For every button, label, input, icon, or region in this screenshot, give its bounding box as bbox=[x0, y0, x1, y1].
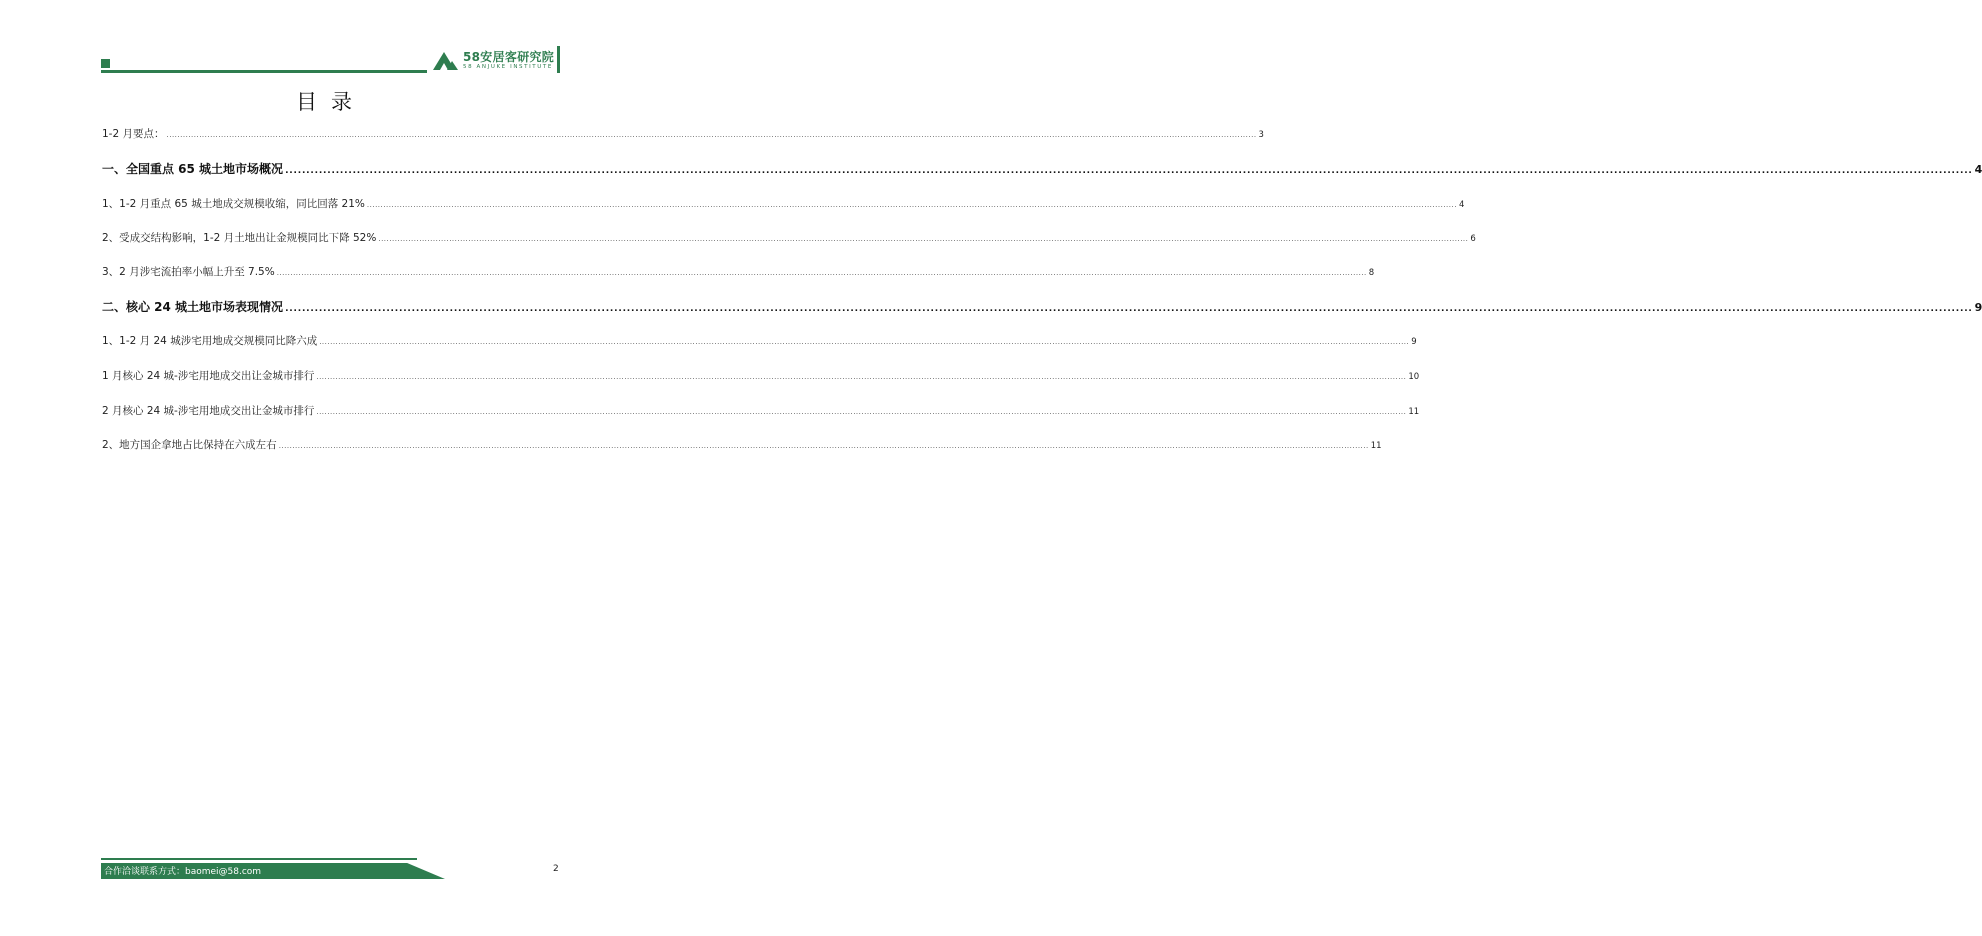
toc-entry[interactable] bbox=[102, 298, 1982, 315]
toc-entry[interactable] bbox=[102, 437, 1382, 452]
footer-contact: 合作洽谈联系方式：baomei@58.com bbox=[104, 867, 262, 877]
toc-entry[interactable] bbox=[102, 230, 1476, 245]
toc-entry-label: 2、受成交结构影响，1-2 月土地出让金规模同比下降 52% bbox=[102, 232, 377, 244]
toc-entry-label: 1、1-2 月 24 城涉宅用地成交规模同比降六成 bbox=[102, 335, 318, 347]
toc-leader-dots: ................................................................................................................................................................................................................................................................................................................................................................................................................ bbox=[285, 304, 1973, 314]
header-vertical-bar bbox=[557, 46, 560, 73]
toc-entry-page: 3 bbox=[1258, 130, 1264, 140]
toc-entry-page: 10 bbox=[1408, 372, 1420, 382]
toc-entry-page: 4 bbox=[1974, 163, 1982, 176]
toc-title: 目录 bbox=[296, 90, 366, 114]
toc-entry-page: 4 bbox=[1458, 200, 1465, 210]
toc-entry[interactable] bbox=[102, 196, 1465, 211]
toc-entry-page: 9 bbox=[1411, 337, 1417, 347]
toc-entry-page: 9 bbox=[1974, 301, 1982, 314]
logo-text-en: 58 ANJUKE INSTITUTE bbox=[463, 64, 553, 70]
toc-entry-label: 一、全国重点 65 城土地市场概况 bbox=[102, 162, 284, 176]
toc-entry-page: 6 bbox=[1470, 234, 1476, 244]
toc-leader-dots: ................................................................................................................................................................................................................................................................................................................................................................................................................ bbox=[366, 201, 1457, 209]
header-rule bbox=[101, 70, 427, 73]
toc-entry-label: 2、地方国企拿地占比保持在六成左右 bbox=[102, 439, 277, 451]
toc-entry[interactable] bbox=[102, 403, 1420, 418]
toc-entry-label: 3、2 月涉宅流拍率小幅上升至 7.5% bbox=[102, 266, 275, 278]
toc-entry-page: 8 bbox=[1368, 268, 1375, 278]
toc-entry[interactable] bbox=[102, 126, 1264, 141]
footer-rule bbox=[101, 858, 417, 860]
toc-leader-dots: ................................................................................................................................................................................................................................................................................................................................................................................................................ bbox=[166, 131, 1257, 139]
toc-entry-label: 二、核心 24 城土地市场表现情况 bbox=[102, 300, 284, 314]
logo-text-cn: 58安居客研究院 bbox=[463, 50, 555, 64]
toc-leader-dots: ................................................................................................................................................................................................................................................................................................................................................................................................................ bbox=[316, 408, 1407, 416]
toc-entry-page: 11 bbox=[1408, 407, 1420, 417]
brand-logo bbox=[433, 48, 555, 74]
toc-entry[interactable] bbox=[102, 368, 1420, 383]
toc-leader-dots: ................................................................................................................................................................................................................................................................................................................................................................................................................ bbox=[285, 166, 1973, 176]
toc-leader-dots: ................................................................................................................................................................................................................................................................................................................................................................................................................ bbox=[378, 235, 1469, 243]
toc-entry-label: 1-2 月要点： bbox=[102, 128, 165, 140]
toc-leader-dots: ................................................................................................................................................................................................................................................................................................................................................................................................................ bbox=[276, 269, 1367, 277]
toc-leader-dots: ................................................................................................................................................................................................................................................................................................................................................................................................................ bbox=[316, 373, 1407, 381]
toc-entry-label: 1 月核心 24 城-涉宅用地成交出让金城市排行 bbox=[102, 370, 315, 382]
toc-leader-dots: ................................................................................................................................................................................................................................................................................................................................................................................................................ bbox=[319, 338, 1410, 346]
toc-leader-dots: ................................................................................................................................................................................................................................................................................................................................................................................................................ bbox=[278, 442, 1369, 450]
toc-entry[interactable] bbox=[102, 333, 1417, 348]
logo-mountain-icon bbox=[433, 50, 459, 70]
toc-entry-label: 1、1-2 月重点 65 城土地成交规模收缩，同比回落 21% bbox=[102, 198, 365, 210]
toc-entry-page: 11 bbox=[1370, 441, 1382, 451]
toc-entry[interactable] bbox=[102, 264, 1375, 279]
header-square bbox=[101, 59, 110, 68]
toc-entry-label: 2 月核心 24 城-涉宅用地成交出让金城市排行 bbox=[102, 405, 315, 417]
toc-entry[interactable] bbox=[102, 160, 1982, 177]
page-number: 2 bbox=[553, 864, 559, 874]
